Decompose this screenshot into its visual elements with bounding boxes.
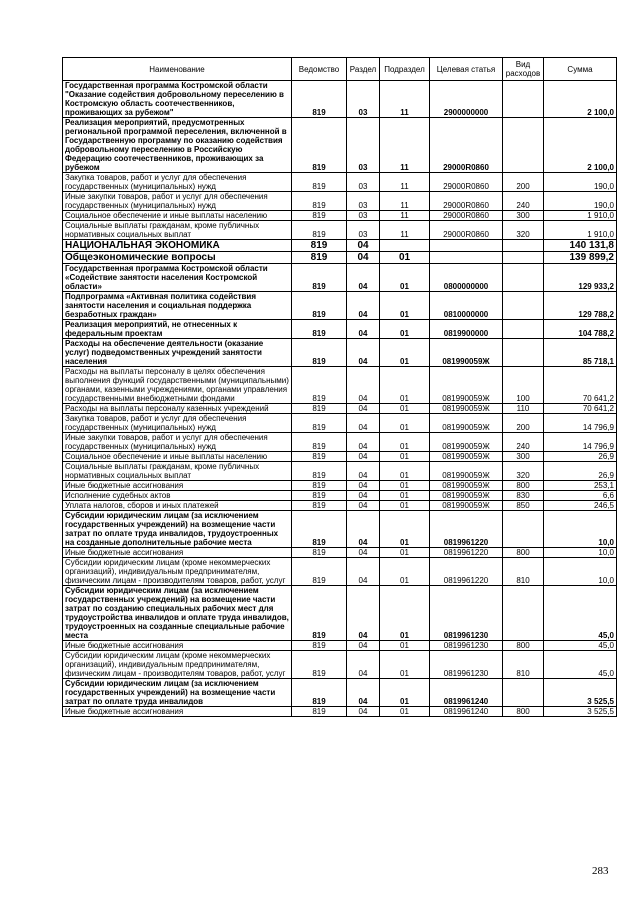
cell-vedomstvo: 819	[292, 586, 347, 641]
cell-podrazdel: 01	[380, 252, 430, 264]
cell-name: Общеэкономические вопросы	[63, 252, 292, 264]
cell-statya: 0819961220	[430, 511, 503, 548]
table-row	[63, 320, 617, 339]
cell-podrazdel: 01	[380, 641, 430, 651]
cell-podrazdel: 01	[380, 707, 430, 717]
cell-podrazdel: 01	[380, 481, 430, 491]
cell-vid: 240	[503, 192, 544, 211]
col-header-vedomstvo: Ведомство	[292, 58, 347, 81]
table-row	[63, 491, 617, 501]
cell-name: Иные закупки товаров, работ и услуг для обеспечения государственных (муниципальных) нужд	[63, 192, 292, 211]
cell-podrazdel: 01	[380, 367, 430, 404]
cell-name: Уплата налогов, сборов и иных платежей	[63, 501, 292, 511]
cell-vid: 800	[503, 548, 544, 558]
cell-podrazdel: 01	[380, 586, 430, 641]
cell-vid: 240	[503, 433, 544, 452]
cell-vid: 300	[503, 452, 544, 462]
cell-statya: 0819961230	[430, 586, 503, 641]
cell-summa: 45,0	[544, 651, 617, 679]
cell-name: Иные бюджетные ассигнования	[63, 481, 292, 491]
cell-statya: 0819961220	[430, 558, 503, 586]
cell-vedomstvo: 819	[292, 192, 347, 211]
cell-podrazdel: 01	[380, 292, 430, 320]
cell-name: Социальное обеспечение и иные выплаты населению	[63, 211, 292, 221]
table-row	[63, 679, 617, 707]
cell-podrazdel: 01	[380, 433, 430, 452]
table-row	[63, 339, 617, 367]
col-header-summa: Сумма	[544, 58, 617, 81]
cell-razdel: 04	[347, 452, 380, 462]
cell-summa: 70 641,2	[544, 367, 617, 404]
table-row	[63, 501, 617, 511]
cell-statya: 2900000000	[430, 81, 503, 118]
cell-vedomstvo: 819	[292, 558, 347, 586]
cell-vedomstvo: 819	[292, 707, 347, 717]
cell-vedomstvo: 819	[292, 81, 347, 118]
cell-razdel: 04	[347, 292, 380, 320]
table-row	[63, 462, 617, 481]
cell-razdel: 04	[347, 433, 380, 452]
cell-statya: 0800000000	[430, 264, 503, 292]
cell-vedomstvo: 819	[292, 339, 347, 367]
page-number: 283	[592, 865, 609, 877]
cell-name: Иные бюджетные ассигнования	[63, 707, 292, 717]
cell-vedomstvo: 819	[292, 452, 347, 462]
table-row	[63, 292, 617, 320]
table-row	[63, 558, 617, 586]
table-row	[63, 252, 617, 264]
cell-statya: 0819961220	[430, 548, 503, 558]
table-row	[63, 221, 617, 240]
cell-vid: 110	[503, 404, 544, 414]
cell-name: Субсидии юридическим лицам (за исключением государственных учреждений) на возмещение части затрат по созданию специальных рабочих мест для трудоустройства инвалидов и оплате труда инвалидов, трудоустроенных на созданные специальные рабочие места	[63, 586, 292, 641]
col-header-statya: Целевая статья	[430, 58, 503, 81]
cell-statya: 081990059Ж	[430, 452, 503, 462]
cell-razdel: 04	[347, 501, 380, 511]
cell-vedomstvo: 819	[292, 118, 347, 173]
cell-summa: 10,0	[544, 558, 617, 586]
cell-vid: 320	[503, 462, 544, 481]
cell-razdel: 04	[347, 252, 380, 264]
cell-podrazdel: 11	[380, 211, 430, 221]
cell-summa: 104 788,2	[544, 320, 617, 339]
cell-razdel: 04	[347, 320, 380, 339]
table-row	[63, 511, 617, 548]
cell-name: Закупка товаров, работ и услуг для обеспечения государственных (муниципальных) нужд	[63, 414, 292, 433]
cell-name: Социальные выплаты гражданам, кроме публичных нормативных социальных выплат	[63, 221, 292, 240]
cell-razdel: 03	[347, 211, 380, 221]
cell-podrazdel: 01	[380, 511, 430, 548]
cell-vid	[503, 240, 544, 252]
cell-summa: 190,0	[544, 192, 617, 211]
table-row	[63, 586, 617, 641]
cell-razdel: 03	[347, 221, 380, 240]
cell-summa: 3 525,5	[544, 679, 617, 707]
cell-summa: 246,5	[544, 501, 617, 511]
cell-summa: 26,9	[544, 452, 617, 462]
cell-statya: 0819961230	[430, 641, 503, 651]
cell-summa: 85 718,1	[544, 339, 617, 367]
cell-vid	[503, 339, 544, 367]
cell-statya	[430, 240, 503, 252]
cell-name: Социальные выплаты гражданам, кроме публичных нормативных социальных выплат	[63, 462, 292, 481]
cell-summa: 2 100,0	[544, 81, 617, 118]
cell-statya: 29000R0860	[430, 173, 503, 192]
cell-summa: 1 910,0	[544, 221, 617, 240]
cell-vedomstvo: 819	[292, 548, 347, 558]
cell-podrazdel: 11	[380, 192, 430, 211]
cell-summa: 14 796,9	[544, 414, 617, 433]
cell-summa: 45,0	[544, 641, 617, 651]
cell-name: Закупка товаров, работ и услуг для обеспечения государственных (муниципальных) нужд	[63, 173, 292, 192]
cell-name: Субсидии юридическим лицам (кроме некоммерческих организаций), индивидуальным предпринимателям, физическим лицам - производителям товаров, работ, услуг	[63, 651, 292, 679]
cell-vedomstvo: 819	[292, 414, 347, 433]
table-row	[63, 240, 617, 252]
cell-vedomstvo: 819	[292, 221, 347, 240]
cell-vid: 200	[503, 414, 544, 433]
cell-name: Субсидии юридическим лицам (за исключением государственных учреждений) на возмещение части затрат по оплате труда инвалидов	[63, 679, 292, 707]
cell-vedomstvo: 819	[292, 404, 347, 414]
cell-summa: 6,6	[544, 491, 617, 501]
cell-name: Расходы на обеспечение деятельности (оказание услуг) подведомственных учреждений занятости населения	[63, 339, 292, 367]
col-header-name: Наименование	[63, 58, 292, 81]
cell-razdel: 04	[347, 414, 380, 433]
table-row	[63, 414, 617, 433]
cell-summa: 253,1	[544, 481, 617, 491]
cell-podrazdel: 01	[380, 491, 430, 501]
cell-summa: 140 131,8	[544, 240, 617, 252]
cell-summa: 3 525,5	[544, 707, 617, 717]
cell-statya: 29000R0860	[430, 192, 503, 211]
cell-vedomstvo: 819	[292, 462, 347, 481]
cell-statya: 081990059Ж	[430, 481, 503, 491]
cell-podrazdel: 01	[380, 264, 430, 292]
table-row	[63, 81, 617, 118]
cell-vid	[503, 320, 544, 339]
cell-razdel: 04	[347, 339, 380, 367]
cell-vid	[503, 586, 544, 641]
cell-vedomstvo: 819	[292, 511, 347, 548]
cell-vedomstvo: 819	[292, 367, 347, 404]
cell-vid: 850	[503, 501, 544, 511]
cell-statya: 29000R0860	[430, 221, 503, 240]
cell-statya: 081990059Ж	[430, 339, 503, 367]
cell-razdel: 04	[347, 548, 380, 558]
cell-statya: 0819900000	[430, 320, 503, 339]
cell-vedomstvo: 819	[292, 433, 347, 452]
cell-razdel: 04	[347, 264, 380, 292]
cell-vedomstvo: 819	[292, 481, 347, 491]
cell-vid: 320	[503, 221, 544, 240]
cell-summa: 129 788,2	[544, 292, 617, 320]
cell-statya: 081990059Ж	[430, 414, 503, 433]
cell-razdel: 04	[347, 641, 380, 651]
cell-name: Иные бюджетные ассигнования	[63, 641, 292, 651]
cell-name: Расходы на выплаты персоналу казенных учреждений	[63, 404, 292, 414]
cell-summa: 129 933,2	[544, 264, 617, 292]
cell-vedomstvo: 819	[292, 641, 347, 651]
table-row	[63, 192, 617, 211]
cell-razdel: 04	[347, 367, 380, 404]
cell-statya: 081990059Ж	[430, 404, 503, 414]
table-row	[63, 452, 617, 462]
cell-vedomstvo: 819	[292, 292, 347, 320]
cell-vid: 830	[503, 491, 544, 501]
cell-razdel: 03	[347, 173, 380, 192]
cell-name: Социальное обеспечение и иные выплаты населению	[63, 452, 292, 462]
cell-podrazdel: 01	[380, 501, 430, 511]
cell-razdel: 03	[347, 118, 380, 173]
cell-vid	[503, 264, 544, 292]
table-row	[63, 211, 617, 221]
cell-podrazdel: 01	[380, 558, 430, 586]
cell-podrazdel: 01	[380, 548, 430, 558]
table-row	[63, 548, 617, 558]
cell-razdel: 04	[347, 707, 380, 717]
cell-vid	[503, 81, 544, 118]
cell-vedomstvo: 819	[292, 264, 347, 292]
table-row	[63, 367, 617, 404]
cell-razdel: 04	[347, 481, 380, 491]
cell-vid	[503, 118, 544, 173]
cell-podrazdel: 01	[380, 320, 430, 339]
cell-podrazdel	[380, 240, 430, 252]
cell-podrazdel: 01	[380, 404, 430, 414]
cell-razdel: 04	[347, 404, 380, 414]
cell-statya: 081990059Ж	[430, 491, 503, 501]
cell-razdel: 04	[347, 511, 380, 548]
cell-vedomstvo: 819	[292, 211, 347, 221]
cell-summa: 10,0	[544, 548, 617, 558]
cell-name: Государственная программа Костромской области "Оказание содействия добровольному переселению в Костромскую область соотечественников, проживающих за рубежом"	[63, 81, 292, 118]
cell-podrazdel: 11	[380, 81, 430, 118]
cell-statya: 081990059Ж	[430, 433, 503, 452]
cell-razdel: 04	[347, 240, 380, 252]
cell-vid	[503, 511, 544, 548]
cell-vid	[503, 252, 544, 264]
cell-vid: 810	[503, 558, 544, 586]
cell-vid: 100	[503, 367, 544, 404]
cell-vedomstvo: 819	[292, 240, 347, 252]
cell-name: Расходы на выплаты персоналу в целях обеспечения выполнения функций государственными (муниципальными) органами, казенными учреждениями, органами управления государственными внебюджетными фондами	[63, 367, 292, 404]
cell-vedomstvo: 819	[292, 679, 347, 707]
cell-podrazdel: 01	[380, 651, 430, 679]
cell-statya: 29000R0860	[430, 118, 503, 173]
cell-vedomstvo: 819	[292, 252, 347, 264]
cell-name: Субсидии юридическим лицам (кроме некоммерческих организаций), индивидуальным предпринимателям, физическим лицам - производителям товаров, работ, услуг	[63, 558, 292, 586]
cell-name: Подпрограмма «Активная политика содействия занятости населения и социальная поддержка безработных граждан»	[63, 292, 292, 320]
table-row	[63, 173, 617, 192]
cell-name: Реализация мероприятий, предусмотренных региональной программой переселения, включенной в Государственную программу по оказанию содействия добровольному переселению в Российскую Федерацию соотечественников, проживающих за рубежом	[63, 118, 292, 173]
cell-vedomstvo: 819	[292, 651, 347, 679]
cell-razdel: 04	[347, 679, 380, 707]
cell-podrazdel: 01	[380, 414, 430, 433]
cell-name: Реализация мероприятий, не отнесенных к федеральным проектам	[63, 320, 292, 339]
cell-statya: 081990059Ж	[430, 462, 503, 481]
cell-razdel: 04	[347, 462, 380, 481]
cell-statya: 0810000000	[430, 292, 503, 320]
cell-name: Субсидии юридическим лицам (за исключением государственных учреждений) на возмещение части затрат по оплате труда инвалидов, трудоустроенных на созданные дополнительные рабочие места	[63, 511, 292, 548]
cell-summa: 190,0	[544, 173, 617, 192]
table-row	[63, 707, 617, 717]
cell-statya: 0819961240	[430, 707, 503, 717]
cell-summa: 2 100,0	[544, 118, 617, 173]
cell-vid: 200	[503, 173, 544, 192]
col-header-razdel: Раздел	[347, 58, 380, 81]
table-row	[63, 641, 617, 651]
cell-vedomstvo: 819	[292, 491, 347, 501]
cell-summa: 139 899,2	[544, 252, 617, 264]
cell-summa: 1 910,0	[544, 211, 617, 221]
cell-podrazdel: 01	[380, 452, 430, 462]
cell-name: НАЦИОНАЛЬНАЯ ЭКОНОМИКА	[63, 240, 292, 252]
cell-summa: 26,9	[544, 462, 617, 481]
cell-vid: 300	[503, 211, 544, 221]
col-header-podrazdel: Подраздел	[380, 58, 430, 81]
cell-podrazdel: 11	[380, 118, 430, 173]
cell-vid	[503, 292, 544, 320]
table-row	[63, 651, 617, 679]
cell-podrazdel: 11	[380, 173, 430, 192]
cell-name: Иные закупки товаров, работ и услуг для обеспечения государственных (муниципальных) нужд	[63, 433, 292, 452]
cell-name: Государственная программа Костромской области «Содействие занятости населения Костромской области»	[63, 264, 292, 292]
cell-summa: 70 641,2	[544, 404, 617, 414]
cell-vedomstvo: 819	[292, 501, 347, 511]
cell-razdel: 04	[347, 558, 380, 586]
table-row	[63, 118, 617, 173]
cell-statya	[430, 252, 503, 264]
cell-vid: 800	[503, 481, 544, 491]
table-body	[63, 81, 617, 717]
cell-podrazdel: 01	[380, 462, 430, 481]
table-row	[63, 264, 617, 292]
cell-razdel: 04	[347, 651, 380, 679]
cell-razdel: 04	[347, 586, 380, 641]
cell-name: Исполнение судебных актов	[63, 491, 292, 501]
cell-podrazdel: 01	[380, 679, 430, 707]
cell-summa: 10,0	[544, 511, 617, 548]
table-row	[63, 404, 617, 414]
cell-razdel: 03	[347, 81, 380, 118]
cell-summa: 45,0	[544, 586, 617, 641]
cell-name: Иные бюджетные ассигнования	[63, 548, 292, 558]
table-header-row	[63, 58, 617, 81]
cell-vid: 800	[503, 707, 544, 717]
cell-statya: 0819961230	[430, 651, 503, 679]
cell-vedomstvo: 819	[292, 320, 347, 339]
table-row	[63, 481, 617, 491]
cell-razdel: 04	[347, 491, 380, 501]
cell-podrazdel: 01	[380, 339, 430, 367]
cell-statya: 29000R0860	[430, 211, 503, 221]
budget-table	[62, 57, 617, 717]
cell-summa: 14 796,9	[544, 433, 617, 452]
cell-podrazdel: 11	[380, 221, 430, 240]
cell-statya: 0819961240	[430, 679, 503, 707]
cell-vedomstvo: 819	[292, 173, 347, 192]
cell-statya: 081990059Ж	[430, 367, 503, 404]
cell-vid: 810	[503, 651, 544, 679]
cell-vid: 800	[503, 641, 544, 651]
cell-vid	[503, 679, 544, 707]
cell-razdel: 03	[347, 192, 380, 211]
col-header-vid: Вид расходов	[503, 58, 544, 81]
table-row	[63, 433, 617, 452]
cell-statya: 081990059Ж	[430, 501, 503, 511]
